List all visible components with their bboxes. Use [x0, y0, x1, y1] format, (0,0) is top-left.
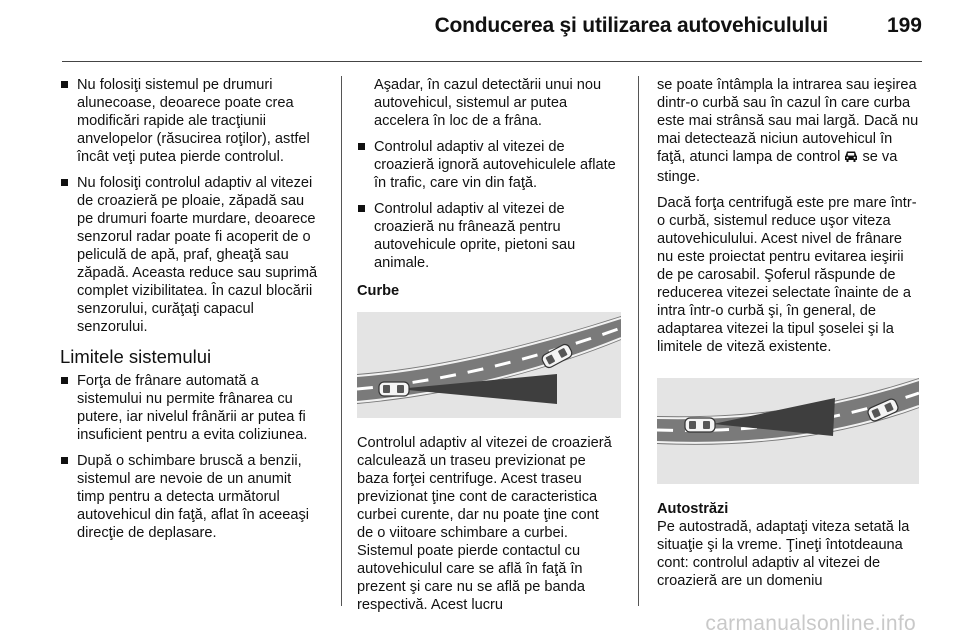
highways-paragraph: Pe autostradă, adaptaţi viteza setată la situaţie şi la vreme. Ţineţi întotdeauna cont: controlul adaptiv al vitezei de croazieră are un domeniu — [657, 519, 910, 589]
paragraph-text: se va stinge. — [657, 149, 898, 185]
column-divider — [638, 76, 639, 606]
column-divider — [341, 76, 342, 606]
page-number: 199 — [886, 14, 922, 37]
subheading-highways: Autostrăzi — [657, 501, 729, 517]
bullet-continuation: Aşadar, în cazul detectării unui nou autovehicul, sistemul ar putea accelera în loc de a frâna. — [374, 77, 602, 129]
bullet-item: Controlul adaptiv al vitezei de croazieră ignoră autovehiculele aflate în trafic, care vin din faţă. — [357, 138, 619, 192]
header-divider — [62, 61, 922, 62]
car-icon — [844, 150, 858, 168]
centrifugal-paragraph: Dacă forţa centrifugă este pre mare într-o curbă, sistemul reduce uşor viteza autovehiculului. Acest nivel de frânare nu este proiectat pentru evitarea ieşirii de pe carosabil. Şoferul răspunde de reducerea vitezei selectate înainte de a intra într-o curbă şi, în general, de adaptarea vitezei la tipul şoselei şi la limitele de viteză existente. — [657, 195, 917, 355]
curves-paragraph: Controlul adaptiv al vitezei de croazieră calculează un traseu previzionat pe baza forţei centrifuge. Acest traseu previzionat ţine cont de caracteristica curbei curente, dar nu poate ţine cont de o viitoare schimbare a curbei. Sistemul poate pierde contactul cu autovehiculul care se află în faţă în prezent şi care nu se află pe banda respectivă. Acest lucru — [357, 435, 612, 613]
bullet-item: Controlul adaptiv al vitezei de croazieră nu frânează pentru autovehicule oprite, pietoni sau animale. — [357, 200, 619, 272]
bullet-item: Nu folosiţi sistemul pe drumuri alunecoase, deoarece poate crea modificări rapide ale tracţiunii anvelopelor (răsucirea roţilor), astfel încât veţi putea pierde controlul. — [60, 76, 322, 166]
highway-illustration — [657, 378, 919, 484]
column-1 — [60, 76, 322, 550]
curves-paragraph-continued — [657, 76, 919, 186]
running-header-title: Conducerea şi utilizarea autovehiculului — [434, 14, 828, 37]
section-heading: Limitele sistemului — [60, 346, 212, 367]
paragraph-text: se poate întâmpla la intrarea sau ieşirea dintr-o curbă sau în cazul în care curba este mai strânsă sau mai largă. Dacă nu mai detectează niciun autovehicul în faţă, atunci lampa de control — [657, 77, 919, 165]
curve-illustration — [357, 312, 621, 418]
watermark: carmanualsonline.info — [705, 612, 916, 635]
column-2 — [357, 76, 619, 622]
subheading-curves: Curbe — [357, 283, 400, 299]
bullet-item: Forţa de frânare automată a sistemului nu permite frânarea cu putere, iar nivelul frânării ar putea fi insuficient pentru a evita coliziunea. — [60, 372, 322, 444]
bullet-item: După o schimbare bruscă a benzii, sistemul are nevoie de un anumit timp pentru a detecta următorul autovehicul din faţă, aflat în aceeaşi direcţie de deplasare. — [60, 452, 322, 542]
bullet-item: Nu folosiţi controlul adaptiv al vitezei de croazieră pe ploaie, zăpadă sau pe drumuri foarte murdare, deoarece senzorul radar poate fi acoperit de o peliculă de apă, praf, gheaţă sau zăpadă. Aceasta reduce sau suprimă complet vizibilitatea. În cazul blocării senzorului, curăţaţi capacul senzorului. — [60, 174, 322, 336]
column-3 — [657, 76, 919, 598]
